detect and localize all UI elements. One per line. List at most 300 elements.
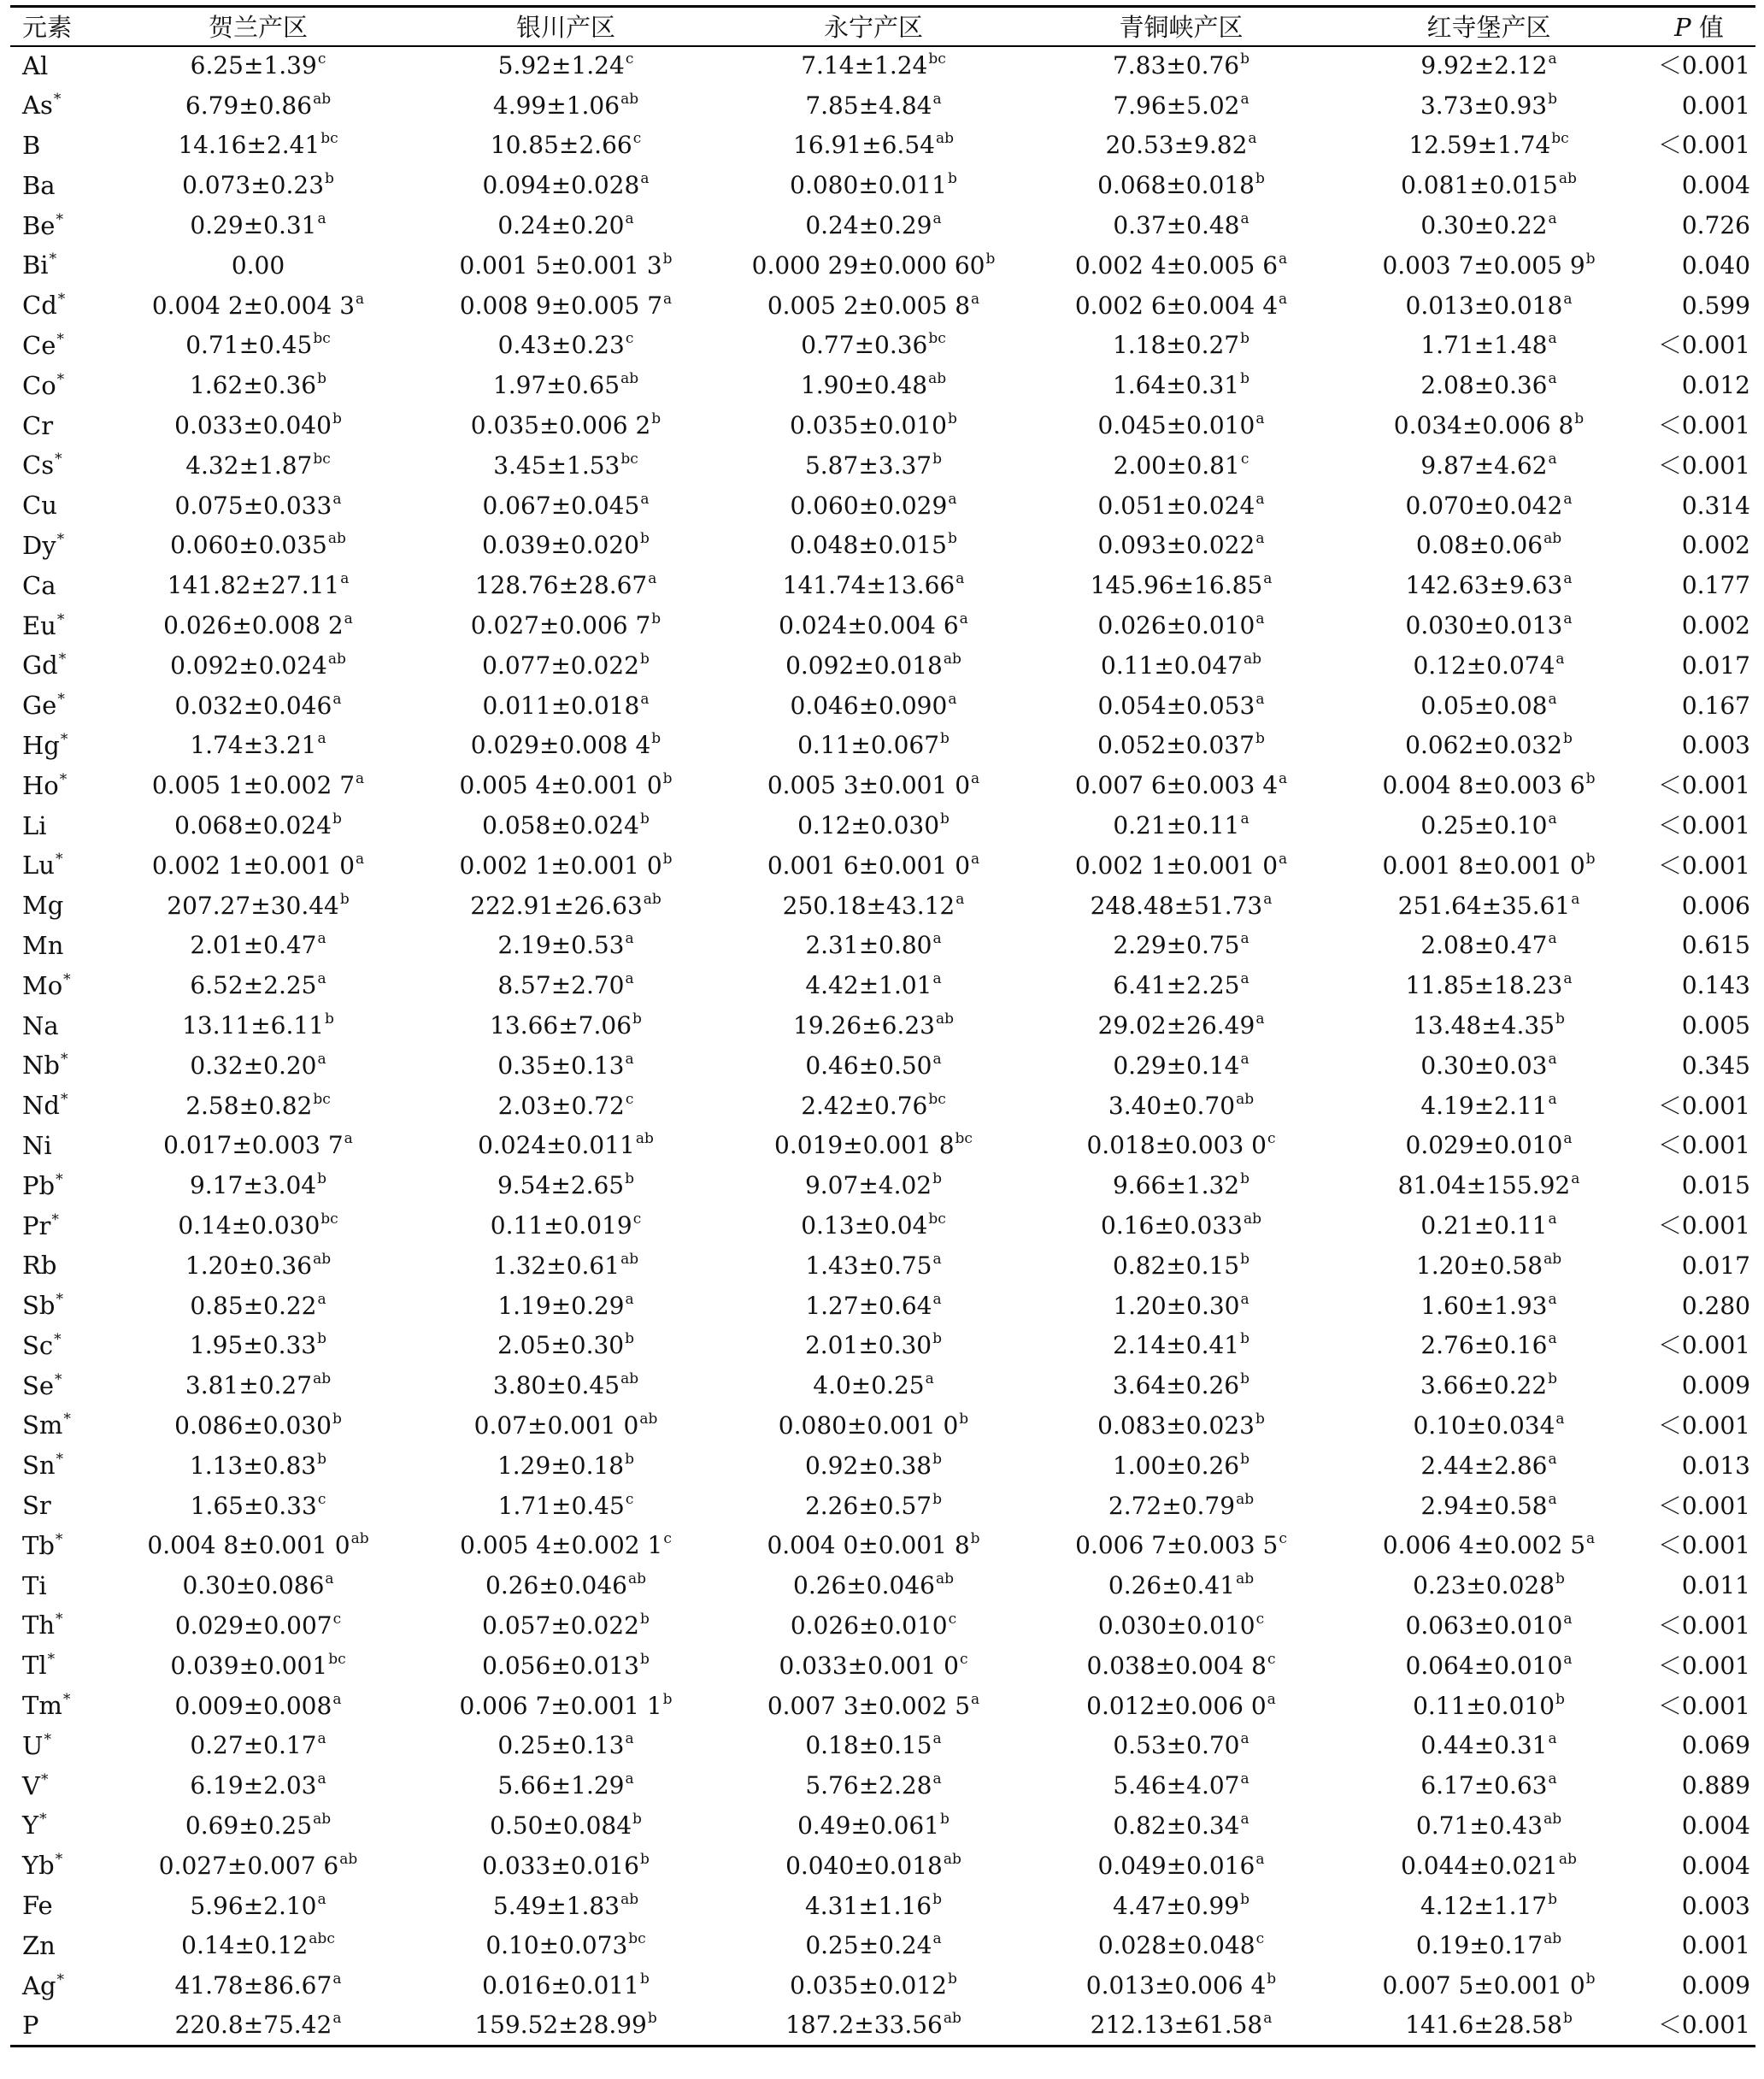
p-value-cell: 0.143 (1681, 971, 1750, 1000)
table-row (10, 1886, 1755, 1926)
p-value-cell: ＜0.001 (1657, 771, 1750, 800)
element-cell (10, 1166, 104, 1206)
mean-sd-value: 1.62±0.36 (189, 371, 317, 400)
significance-letter: b (317, 1450, 327, 1468)
significance-letter: a (640, 170, 650, 188)
p-value-cell: 0.040 (1681, 250, 1750, 280)
value-cell (1335, 1166, 1643, 1206)
value-cell (1335, 1326, 1643, 1366)
mean-sd-value: 0.062±0.032 (1405, 731, 1562, 760)
mean-sd-value: 0.046±0.090 (790, 691, 948, 720)
value-cell (104, 1246, 412, 1286)
element-symbol: Ag (22, 1970, 56, 2000)
value-cell (1027, 166, 1335, 206)
table-row (10, 1045, 1755, 1086)
value-cell (720, 445, 1027, 486)
mean-sd-value: 0.068±0.024 (174, 811, 332, 840)
significance-letter: ab (943, 1850, 961, 1868)
mean-sd-value: 2.01±0.47 (190, 931, 317, 960)
mean-sd-value: 13.11±6.11 (182, 1011, 325, 1040)
significance-letter: a (1563, 570, 1573, 588)
mean-sd-value: 0.092±0.018 (785, 651, 943, 680)
header-region-qingtongxia: 青铜峡产区 (1027, 7, 1335, 46)
value-cell (1027, 206, 1335, 246)
value-cell (104, 1726, 412, 1766)
significance-letter: b (1555, 1690, 1565, 1708)
significance-letter: a (1548, 810, 1557, 828)
element-cell (10, 1326, 104, 1366)
element-cell (10, 526, 104, 566)
significance-letter: ab (1558, 170, 1577, 188)
table-row (10, 1806, 1755, 1846)
significance-letter: a (1548, 1330, 1557, 1348)
p-value-cell: ＜0.001 (1657, 1331, 1750, 1360)
mean-sd-value: 13.66±7.06 (490, 1011, 632, 1040)
table-row (10, 166, 1755, 206)
significance-letter: a (1555, 650, 1565, 668)
element-cell (10, 886, 104, 926)
mean-sd-value: 4.99±1.06 (492, 91, 620, 120)
value-cell (720, 1806, 1027, 1846)
element-symbol: Zn (22, 1930, 56, 1960)
element-cell (10, 1406, 104, 1446)
mean-sd-value: 9.87±4.62 (1420, 451, 1548, 480)
significance-letter: a (317, 1890, 326, 1908)
significance-letter: bc (313, 1090, 331, 1108)
value-cell (1027, 1326, 1335, 1366)
value-cell (104, 1686, 412, 1726)
mean-sd-value: 2.05±0.30 (497, 1331, 625, 1360)
element-cell (10, 2006, 104, 2047)
header-p-value (1643, 7, 1755, 46)
significance-letter: b (1585, 1970, 1596, 1988)
value-cell (1027, 1886, 1335, 1926)
p-value-cell: 0.002 (1681, 531, 1750, 560)
table-row (10, 1446, 1755, 1486)
significance-letter: a (1548, 1210, 1557, 1228)
mean-sd-value: 0.001 6±0.001 0 (767, 851, 971, 880)
value-cell (104, 1806, 412, 1846)
element-symbol: Cs (22, 451, 55, 480)
value-cell (1027, 126, 1335, 166)
mean-sd-value: 0.033±0.001 0 (779, 1651, 959, 1680)
value-cell (412, 926, 720, 966)
asterisk-marker: * (62, 1691, 71, 1709)
value-cell (720, 1126, 1027, 1166)
significance-letter: a (1240, 1290, 1250, 1308)
mean-sd-value: 0.080±0.011 (790, 171, 947, 200)
value-cell (1335, 245, 1643, 286)
mean-sd-value: 0.005 1±0.002 7 (151, 771, 356, 800)
value-cell (412, 2006, 720, 2047)
significance-letter: a (1548, 210, 1557, 228)
significance-letter: b (1240, 1250, 1250, 1268)
mean-sd-value: 145.96±16.85 (1090, 571, 1263, 600)
significance-letter: c (663, 1530, 672, 1548)
significance-letter: a (948, 690, 957, 708)
significance-letter: a (1563, 1130, 1573, 1148)
table-row (10, 2006, 1755, 2047)
p-value-cell: 0.599 (1681, 291, 1750, 320)
value-cell (104, 1606, 412, 1646)
value-cell (1027, 606, 1335, 646)
mean-sd-value: 2.76±0.16 (1420, 1331, 1548, 1360)
value-cell (1335, 486, 1643, 526)
significance-letter: b (639, 1650, 650, 1668)
mean-sd-value: 0.12±0.074 (1413, 651, 1555, 680)
mean-sd-value: 0.71±0.45 (185, 331, 313, 360)
value-cell (1027, 926, 1335, 966)
significance-letter: a (948, 490, 957, 508)
element-cell (10, 1486, 104, 1526)
table-row (10, 726, 1755, 766)
mean-sd-value: 41.78±86.67 (174, 1971, 332, 2000)
value-cell (1335, 1206, 1643, 1246)
table-row (10, 206, 1755, 246)
value-cell (720, 2006, 1027, 2047)
value-cell (104, 806, 412, 846)
mean-sd-value: 3.66±0.22 (1420, 1371, 1548, 1400)
value-cell (412, 326, 720, 366)
mean-sd-value: 6.79±0.86 (185, 91, 313, 120)
significance-letter: b (1562, 2010, 1573, 2028)
value-cell (1027, 286, 1335, 326)
value-cell (720, 206, 1027, 246)
element-symbol: Fe (22, 1891, 53, 1921)
significance-letter: a (1279, 290, 1288, 308)
mean-sd-value: 251.64±35.61 (1397, 891, 1571, 920)
significance-letter: ab (943, 2010, 961, 2028)
significance-letter: a (1555, 1410, 1565, 1428)
mean-sd-value: 0.82±0.15 (1112, 1251, 1240, 1280)
value-cell (104, 286, 412, 326)
significance-letter: bc (928, 50, 946, 68)
significance-letter: b (932, 1890, 943, 1908)
value-cell (1027, 1045, 1335, 1086)
value-cell (720, 1406, 1027, 1446)
value-cell (1027, 486, 1335, 526)
element-symbol: Pr (22, 1210, 51, 1240)
asterisk-marker: * (51, 1210, 59, 1228)
mean-sd-value: 9.17±3.04 (189, 1171, 317, 1200)
value-cell (1027, 245, 1335, 286)
significance-letter: a (317, 1770, 326, 1788)
table-row (10, 1846, 1755, 1886)
p-word: 值 (1690, 13, 1724, 43)
element-cell (10, 966, 104, 1006)
significance-letter: b (651, 730, 662, 748)
value-cell (1027, 886, 1335, 926)
significance-letter: a (971, 290, 980, 308)
mean-sd-value: 0.048±0.015 (790, 531, 947, 560)
value-cell (1335, 326, 1643, 366)
significance-letter: a (932, 1050, 942, 1068)
asterisk-marker: * (56, 370, 65, 388)
significance-letter: b (1562, 730, 1573, 748)
mean-sd-value: 0.005 4±0.001 0 (459, 771, 662, 800)
significance-letter: b (947, 410, 957, 428)
mean-sd-value: 1.20±0.36 (185, 1251, 313, 1280)
value-cell (1335, 1006, 1643, 1046)
mean-sd-value: 142.63±9.63 (1405, 571, 1563, 600)
significance-letter: a (1255, 490, 1265, 508)
mean-sd-value: 187.2±33.56 (785, 2011, 943, 2040)
mean-sd-value: 0.024±0.011 (478, 1131, 635, 1160)
value-cell (1335, 406, 1643, 446)
significance-letter: a (1586, 1530, 1596, 1548)
significance-letter: c (1279, 1530, 1287, 1548)
mean-sd-value: 0.77±0.36 (801, 331, 928, 360)
table-row (10, 486, 1755, 526)
value-cell (104, 766, 412, 806)
value-cell (104, 486, 412, 526)
value-cell (412, 85, 720, 126)
significance-letter: a (932, 1930, 942, 1948)
significance-letter: a (1267, 1690, 1276, 1708)
mean-sd-value: 1.65±0.33 (190, 1491, 317, 1520)
mean-sd-value: 0.05±0.08 (1420, 691, 1548, 720)
value-cell (412, 1366, 720, 1406)
significance-letter: ab (1236, 1490, 1255, 1508)
value-cell (1027, 686, 1335, 726)
element-cell (10, 46, 104, 86)
value-cell (1027, 1166, 1335, 1206)
mean-sd-value: 0.85±0.22 (190, 1291, 317, 1320)
significance-letter: bc (628, 1930, 646, 1948)
significance-letter: a (344, 610, 353, 628)
element-symbol: Sr (22, 1491, 51, 1521)
table-row (10, 1086, 1755, 1126)
element-cell (10, 1606, 104, 1646)
significance-letter: a (1263, 570, 1273, 588)
element-symbol: Se (22, 1370, 55, 1400)
significance-letter: b (947, 1970, 957, 1988)
mean-sd-value: 0.002 1±0.001 0 (151, 851, 356, 880)
mean-sd-value: 81.04±155.92 (1397, 1171, 1571, 1200)
significance-letter: a (344, 1130, 353, 1148)
element-symbol: V (22, 1770, 40, 1800)
mean-sd-value: 20.53±9.82 (1105, 131, 1248, 160)
mean-sd-value: 0.16±0.033 (1101, 1211, 1243, 1240)
table-row (10, 1206, 1755, 1246)
mean-sd-value: 0.37±0.48 (1113, 211, 1240, 240)
value-cell (1027, 1526, 1335, 1566)
value-cell (1027, 326, 1335, 366)
mean-sd-value: 1.90±0.48 (800, 371, 928, 400)
value-cell (720, 1926, 1027, 1966)
significance-letter: a (1548, 1730, 1557, 1748)
mean-sd-value: 2.14±0.41 (1112, 1331, 1240, 1360)
element-cell (10, 366, 104, 406)
mean-sd-value: 6.52±2.25 (190, 971, 317, 1000)
value-cell (104, 406, 412, 446)
significance-letter: a (640, 690, 650, 708)
element-symbol: U (22, 1730, 44, 1760)
mean-sd-value: 1.97±0.65 (492, 371, 620, 400)
mean-sd-value: 16.91±6.54 (793, 131, 935, 160)
element-cell (10, 1366, 104, 1406)
p-value-cell: ＜0.001 (1657, 1531, 1750, 1560)
table-row (10, 1966, 1755, 2006)
p-value-cell: 0.001 (1681, 1931, 1750, 1960)
value-cell (104, 566, 412, 606)
value-cell (1335, 46, 1643, 86)
significance-letter: b (1255, 170, 1265, 188)
value-cell (412, 1566, 720, 1606)
significance-letter: c (625, 50, 634, 68)
asterisk-marker: * (57, 691, 65, 709)
asterisk-marker: * (55, 451, 62, 468)
mean-sd-value: 0.25±0.13 (497, 1731, 625, 1760)
mean-sd-value: 0.43±0.23 (497, 331, 625, 360)
value-cell (720, 1846, 1027, 1886)
mean-sd-value: 0.035±0.006 2 (470, 411, 651, 440)
table-row (10, 526, 1755, 566)
table-row (10, 1646, 1755, 1686)
value-cell (720, 366, 1027, 406)
element-symbol: Ho (22, 770, 59, 800)
element-cell (10, 326, 104, 366)
p-value-cell: 0.280 (1681, 1291, 1750, 1320)
significance-letter: ab (643, 890, 662, 908)
value-cell (412, 1326, 720, 1366)
mean-sd-value: 128.76±28.67 (474, 571, 648, 600)
significance-letter: a (332, 490, 342, 508)
element-cell (10, 1886, 104, 1926)
mean-sd-value: 0.11±0.047 (1101, 651, 1243, 680)
significance-letter: b (1548, 1890, 1558, 1908)
mean-sd-value: 0.013±0.006 4 (1085, 1971, 1267, 2000)
value-cell (104, 1566, 412, 1606)
asterisk-marker: * (56, 1451, 64, 1469)
significance-letter: b (985, 250, 996, 268)
value-cell (1027, 1286, 1335, 1326)
mean-sd-value: 2.94±0.58 (1420, 1491, 1548, 1520)
mean-sd-value: 0.004 8±0.003 6 (1382, 771, 1585, 800)
mean-sd-value: 0.19±0.17 (1415, 1931, 1544, 1960)
value-cell (1027, 566, 1335, 606)
mean-sd-value: 0.092±0.024 (170, 651, 327, 680)
mean-sd-value: 0.30±0.22 (1420, 211, 1548, 240)
value-cell (720, 326, 1027, 366)
mean-sd-value: 0.001 8±0.001 0 (1382, 851, 1585, 880)
value-cell (412, 126, 720, 166)
value-cell (1335, 966, 1643, 1006)
significance-letter: b (1240, 1890, 1250, 1908)
significance-letter: b (1240, 1330, 1250, 1348)
value-cell (1335, 1606, 1643, 1646)
mean-sd-value: 1.95±0.33 (189, 1331, 317, 1360)
value-cell (412, 845, 720, 886)
mean-sd-value: 12.59±1.74 (1408, 131, 1551, 160)
significance-letter: b (970, 1530, 980, 1548)
element-symbol: Rb (22, 1251, 57, 1281)
value-cell (720, 1045, 1027, 1086)
significance-letter: b (325, 1010, 334, 1028)
mean-sd-value: 0.29±0.31 (190, 211, 317, 240)
value-cell (1027, 2006, 1335, 2047)
significance-letter: ab (639, 1410, 658, 1428)
mean-sd-value: 0.033±0.016 (482, 1851, 639, 1880)
value-cell (1027, 46, 1335, 86)
p-value-cell: ＜0.001 (1657, 1091, 1750, 1120)
value-cell (720, 686, 1027, 726)
significance-letter: b (932, 450, 943, 468)
element-symbol: Gd (22, 651, 58, 680)
p-value-cell: 0.012 (1681, 371, 1750, 400)
mean-sd-value: 0.12±0.030 (797, 811, 940, 840)
significance-letter: a (1240, 970, 1250, 988)
significance-letter: ab (1558, 1850, 1577, 1868)
value-cell (1027, 1246, 1335, 1286)
asterisk-marker: * (63, 1411, 71, 1428)
mean-sd-value: 0.11±0.067 (797, 731, 940, 760)
significance-letter: a (1563, 1610, 1573, 1628)
table-row (10, 1406, 1755, 1446)
value-cell (412, 1686, 720, 1726)
significance-letter: a (1248, 130, 1257, 148)
significance-letter: a (1563, 1650, 1573, 1668)
mean-sd-value: 0.068±0.018 (1097, 171, 1255, 200)
table-row (10, 1486, 1755, 1526)
value-cell (412, 366, 720, 406)
significance-letter: c (625, 1090, 634, 1108)
significance-letter: a (1263, 2010, 1273, 2028)
significance-letter: a (317, 1050, 326, 1068)
significance-letter: a (625, 1290, 634, 1308)
mean-sd-value: 0.060±0.035 (170, 531, 327, 560)
asterisk-marker: * (47, 1651, 56, 1669)
element-symbol: Y (22, 1811, 39, 1840)
mean-sd-value: 0.000 29±0.000 60 (751, 250, 985, 280)
significance-letter: a (1563, 490, 1573, 508)
element-symbol: Sn (22, 1451, 56, 1481)
mean-sd-value: 1.00±0.26 (1112, 1451, 1240, 1480)
mean-sd-value: 3.81±0.27 (185, 1371, 313, 1400)
mean-sd-value: 3.64±0.26 (1112, 1371, 1240, 1400)
mean-sd-value: 0.027±0.006 7 (470, 611, 651, 640)
significance-letter: a (971, 770, 980, 788)
mean-sd-value: 3.73±0.93 (1420, 91, 1548, 120)
value-cell (1027, 526, 1335, 566)
significance-letter: b (632, 1010, 642, 1028)
table-row (10, 1566, 1755, 1606)
significance-letter: a (932, 210, 942, 228)
element-symbol: Eu (22, 610, 56, 640)
significance-letter: ab (620, 90, 639, 108)
significance-letter: ab (1544, 1810, 1562, 1828)
table-row (10, 1766, 1755, 1806)
value-cell (720, 1726, 1027, 1766)
significance-letter: a (1240, 1810, 1250, 1828)
value-cell (720, 566, 1027, 606)
value-cell (720, 1286, 1027, 1326)
mean-sd-value: 4.32±1.87 (185, 451, 313, 480)
value-cell (412, 1286, 720, 1326)
significance-letter: b (332, 410, 342, 428)
significance-letter: a (932, 90, 942, 108)
value-cell (720, 726, 1027, 766)
mean-sd-value: 220.8±75.42 (174, 2011, 332, 2040)
significance-letter: b (662, 250, 673, 268)
mean-sd-value: 9.54±2.65 (497, 1171, 625, 1200)
significance-letter: b (1574, 410, 1585, 428)
significance-letter: a (956, 570, 965, 588)
mean-sd-value: 0.07±0.001 0 (473, 1411, 639, 1440)
value-cell (104, 1646, 412, 1686)
significance-letter: a (1279, 770, 1288, 788)
significance-letter: b (662, 770, 673, 788)
